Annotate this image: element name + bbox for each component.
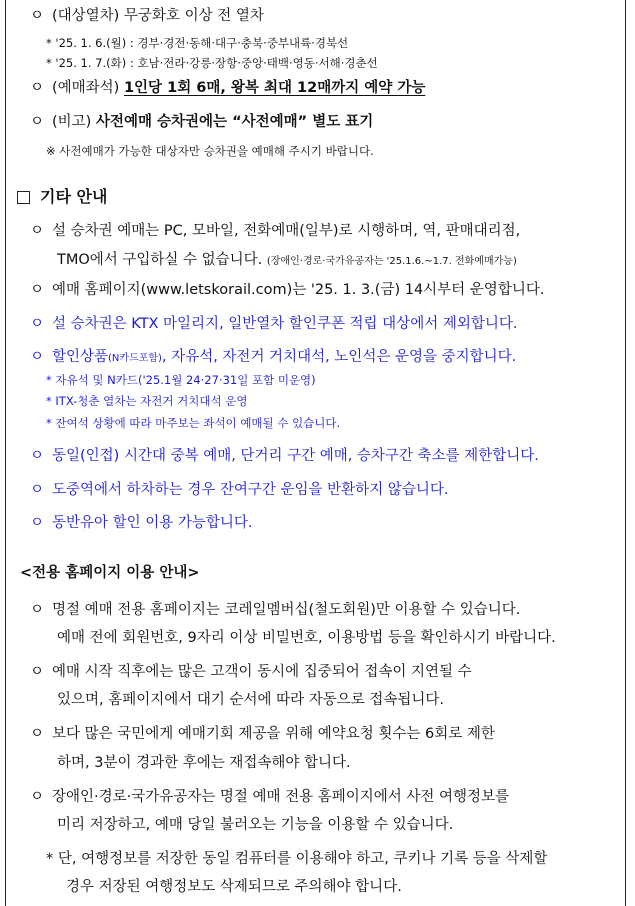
bullet: ㅇ [30, 515, 45, 531]
bullet: ㅇ [30, 80, 45, 96]
bullet: ㅇ [30, 726, 45, 742]
section-title-etc: 기타 안내 [40, 187, 108, 206]
remark-text: 사전예매 승차권에는 “사전예매” 별도 표기 [95, 114, 374, 130]
star-bullet: * [46, 36, 52, 50]
etc-item-4-sub-1-text: 자유석 및 N카드('25.1월 24·27·31일 포함 미운영) [55, 373, 316, 387]
remark-line [30, 115, 373, 130]
homepage-item-1 [30, 603, 520, 618]
homepage-note [46, 852, 547, 867]
bullet: ㅇ [30, 789, 45, 805]
homepage-item-2 [30, 665, 472, 680]
etc-item-6-text: 도중역에서 하차하는 경우 잔여구간 운임을 반환하지 않습니다. [52, 482, 449, 498]
date-2-text: '25. 1. 7.(화) : 호남·전라·강릉·장항·중앙·태백·영동·서해·경춘선 [55, 56, 378, 70]
star-bullet: * [46, 56, 52, 70]
etc-item-1-note: (장애인·경로·국가유공자는 '25.1.6.~1.7. 전화예매가능) [266, 256, 517, 267]
star-bullet: * [46, 416, 52, 430]
homepage-note-cont: 경우 저장된 여행정보도 삭제되므로 주의해야 합니다. [66, 879, 402, 895]
target-trains-label: (대상열차) [52, 8, 120, 24]
etc-item-4-sub-3-text: 잔여석 상황에 따라 마주보는 좌석이 예매될 수 있습니다. [55, 416, 341, 430]
etc-item-4 [30, 350, 516, 365]
etc-item-7 [30, 516, 253, 531]
homepage-item-4-cont: 미리 저장하고, 예매 당일 불러오는 기능을 이용할 수 있습니다. [57, 817, 454, 833]
bullet: ㅇ [30, 114, 45, 130]
bullet: ㅇ [30, 664, 45, 680]
etc-item-4-sub-2-text: ITX-청춘 열차는 자전거 거치대석 운영 [55, 394, 248, 408]
remark-note-text: 사전예매가 가능한 대상자만 승차권을 예매해 주시기 바랍니다. [59, 144, 374, 158]
etc-item-1-line-1: 설 승차권 예매는 PC, 모바일, 전화예매(일부)로 시행하며, 역, 판매대리점, [52, 223, 521, 239]
section-title-homepage: <전용 홈페이지 이용 안내> [20, 565, 200, 581]
etc-item-1-line-2: TMO에서 구입하실 수 없습니다. [57, 252, 263, 268]
homepage-item-1-line-1: 명절 예매 전용 홈페이지는 코레일멤버십(철도회원)만 이용할 수 있습니다. [52, 602, 521, 618]
homepage-item-1-cont: 예매 전에 회원번호, 9자리 이상 비밀번호, 이용방법 등을 확인하시기 바랍니다. [57, 630, 556, 646]
etc-item-3-text: 설 승차권은 KTX 마일리지, 일반열차 할인쿠폰 적립 대상에서 제외합니다. [52, 316, 518, 332]
star-bullet: * [46, 373, 52, 387]
bullet: ㅇ [30, 316, 45, 332]
date-1-text: '25. 1. 6.(월) : 경부·경전·동해·대구·충북·중부내륙·경북선 [55, 36, 349, 50]
remark-note-line [46, 146, 374, 158]
star-bullet: * [46, 851, 54, 867]
homepage-item-4-line-1: 장애인·경로·국가유공자는 명절 예매 전용 홈페이지에서 사전 여행정보를 [52, 789, 510, 805]
etc-item-1 [30, 224, 520, 239]
homepage-item-4 [30, 790, 509, 805]
note-mark: ※ [46, 144, 56, 158]
etc-item-2 [30, 283, 544, 298]
homepage-note-line-1: 단, 여행정보를 저장한 동일 컴퓨터를 이용해야 하고, 쿠키나 기록 등을 삭제할 [57, 851, 548, 867]
target-trains-line [30, 9, 264, 24]
homepage-item-2-cont: 있으며, 홈페이지에서 대기 순서에 따라 자동으로 접속됩니다. [57, 692, 445, 708]
bullet: ㅇ [30, 282, 45, 298]
etc-item-4-a: 할인상품 [52, 349, 109, 365]
bullet: ㅇ [30, 223, 45, 239]
etc-item-4-sub-1 [46, 375, 316, 387]
seats-line [30, 81, 425, 96]
etc-item-2-text: 예매 홈페이지(www.letskorail.com)는 '25. 1. 3.(금) 14시부터 운영합니다. [52, 282, 545, 298]
etc-item-5 [30, 449, 539, 464]
etc-item-4-sub-2 [46, 396, 247, 408]
etc-item-5-text: 동일(인접) 시간대 중복 예매, 단거리 구간 예매, 승차구간 축소를 제한합니다. [52, 448, 539, 464]
bullet: ㅇ [30, 448, 45, 464]
etc-item-4-sub-3 [46, 418, 340, 430]
homepage-item-3-cont: 하며, 3분이 경과한 후에는 재접속해야 합니다. [57, 755, 351, 771]
section-checkbox-icon [17, 191, 30, 204]
homepage-item-2-line-1: 예매 시작 직후에는 많은 고객이 동시에 집중되어 접속이 지연될 수 [52, 664, 472, 680]
date-line-2 [46, 58, 378, 70]
bullet: ㅇ [30, 482, 45, 498]
bullet: ㅇ [30, 8, 45, 24]
bullet: ㅇ [30, 349, 45, 365]
star-bullet: * [46, 394, 52, 408]
etc-item-6 [30, 483, 448, 498]
remark-label: (비고) [52, 114, 92, 130]
etc-item-7-text: 동반유아 할인 이용 가능합니다. [52, 515, 253, 531]
homepage-item-3-line-1: 보다 많은 국민에게 예매기회 제공을 위해 예약요청 횟수는 6회로 제한 [52, 726, 495, 742]
bullet: ㅇ [30, 602, 45, 618]
etc-item-3 [30, 317, 517, 332]
seats-text: 1인당 1회 6매, 왕복 최대 12매까지 예약 가능 [123, 80, 426, 96]
homepage-item-3 [30, 727, 495, 742]
etc-item-1-cont [57, 253, 517, 268]
seats-label: (예매좌석) [52, 80, 120, 96]
target-trains-text: 무궁화호 이상 전 열차 [123, 8, 264, 24]
date-line-1 [46, 38, 348, 50]
etc-item-4-small: (N카드포함) [108, 353, 162, 364]
etc-item-4-b: , 자유석, 자전거 거치대석, 노인석은 운영을 중지합니다. [161, 349, 517, 365]
